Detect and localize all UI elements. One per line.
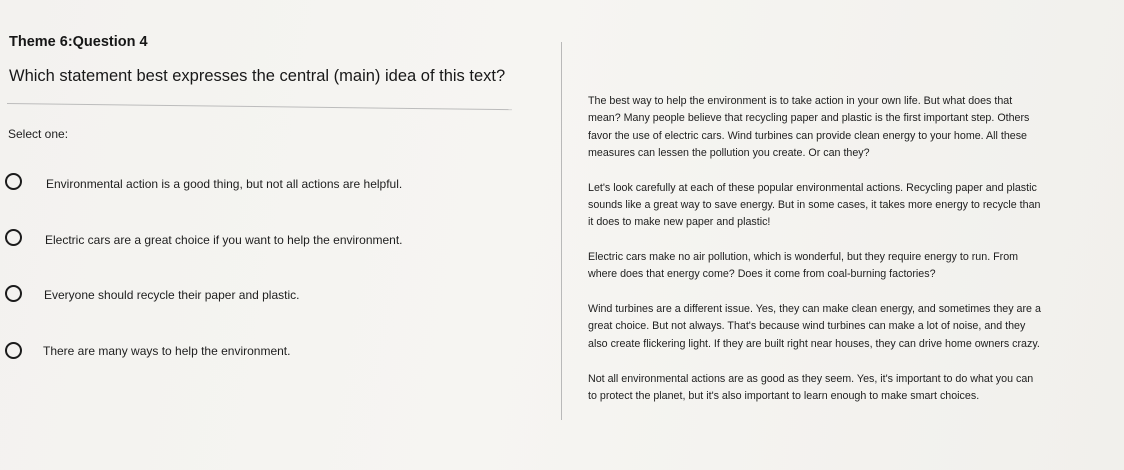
answer-option-a[interactable] — [5, 170, 22, 192]
radio-button-d[interactable] — [5, 342, 22, 359]
question-number-title: Theme 6:Question 4 — [9, 34, 148, 50]
answer-option-d[interactable] — [5, 339, 22, 361]
answer-option-c-label[interactable]: Everyone should recycle their paper and plastic. — [44, 288, 300, 302]
question-prompt: Which statement best expresses the central (main) idea of this text? — [9, 67, 506, 85]
passage-paragraph: Let's look carefully at each of these popular environmental actions. Recycling paper and plastic sounds like a great way to save energy. But in some cases, it takes more energy to recycle than it does to make new paper and plastic! — [588, 181, 1041, 229]
panel-divider — [561, 42, 562, 420]
passage-paragraph: Electric cars make no air pollution, which is wonderful, but they require energy to run. From where does that energy come? Does it come from coal-burning factories? — [588, 251, 1019, 281]
select-one-label: Select one: — [8, 127, 69, 141]
answer-option-a-label[interactable]: Environmental action is a good thing, but not all actions are helpful. — [46, 177, 403, 191]
radio-button-c[interactable] — [5, 285, 22, 302]
answer-option-d-label[interactable]: There are many ways to help the environment. — [43, 344, 291, 358]
reading-passage — [588, 93, 1088, 423]
radio-button-b[interactable] — [5, 229, 22, 246]
passage-paragraph: Wind turbines are a different issue. Yes, they can make clean energy, and sometimes they are a great choice. But not always. That's because wind turbines can make a lot of noise, and they also create flickering light. If they are built right near houses, they can drive home owners crazy. — [588, 303, 1041, 350]
question-panel — [0, 0, 520, 470]
radio-button-a[interactable] — [5, 173, 22, 190]
question-divider — [7, 103, 512, 110]
answer-option-c[interactable] — [5, 282, 22, 304]
passage-paragraph: Not all environmental actions are as good as they seem. Yes, it's important to do what you can to protect the planet, but it's also important to learn enough to make smart choices. — [588, 372, 1034, 402]
passage-paragraph: The best way to help the environment is to take action in your own life. But what does that mean? Many people believe that recycling paper and plastic is the first important step. Others favor the use of electric cars. Wind turbines can provide clean energy to your home. All these measures can lessen the pollution you create. Or can they? — [588, 95, 1030, 159]
answer-option-b-label[interactable]: Electric cars are a great choice if you want to help the environment. — [45, 233, 403, 247]
answer-option-b[interactable] — [5, 226, 22, 248]
